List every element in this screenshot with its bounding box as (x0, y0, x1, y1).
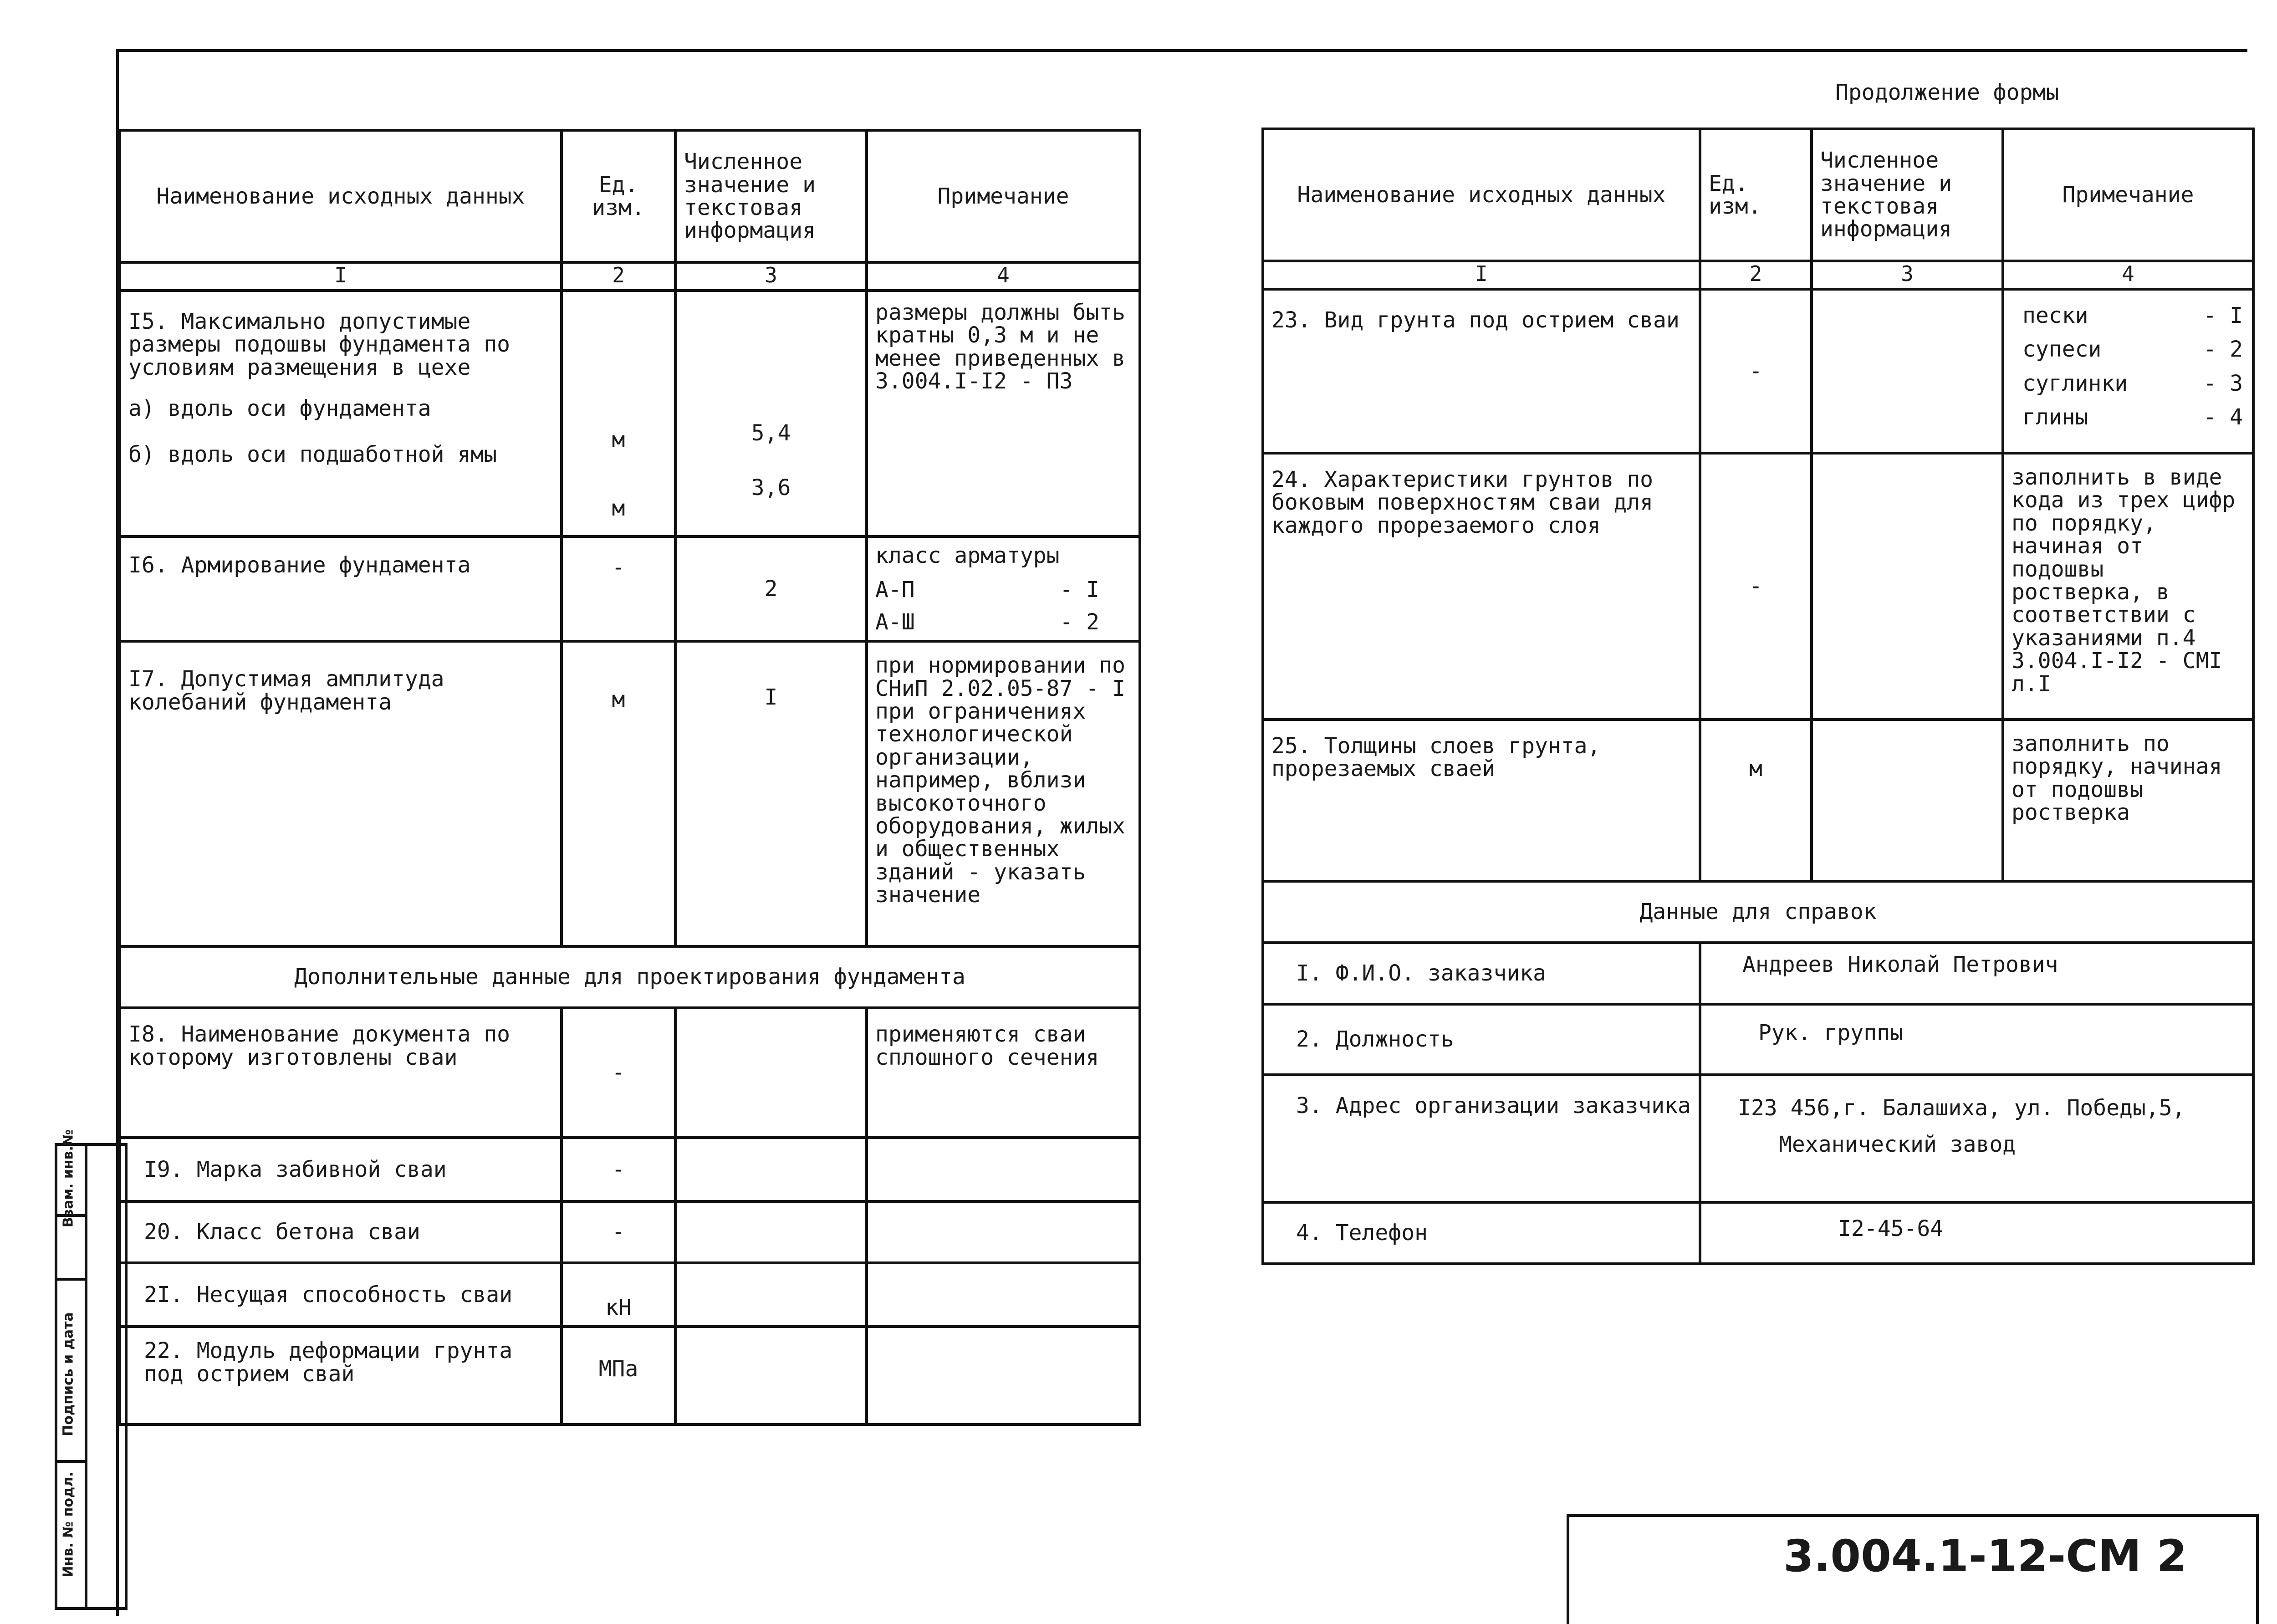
ref1-label: I. Ф.И.О. заказчика (1263, 943, 1700, 1004)
ref4-label: 4. Телефон (1263, 1202, 1700, 1264)
row18-note: применяются сваи сплошного сечения (867, 1008, 1140, 1138)
row24-value (1812, 453, 2003, 720)
row16-value: 2 (675, 536, 867, 641)
row21-unit: кН (562, 1263, 675, 1327)
colnum-2: 2 (1700, 261, 1812, 289)
row19-value (675, 1138, 867, 1201)
row15-value: 5,4 3,6 (675, 291, 867, 536)
colnum-1: I (1263, 261, 1700, 289)
ref4-value: I2-45-64 (1700, 1202, 2253, 1264)
row20-unit: - (562, 1201, 675, 1263)
row20-note (867, 1201, 1140, 1263)
row15b-label: б) вдоль оси подшаботной ямы (128, 441, 497, 467)
row17-value: I (675, 641, 867, 946)
row21-note (867, 1263, 1140, 1327)
header-name: Наименование исходных данных (1263, 129, 1700, 261)
row16-note: класс арматуры А-П - I А-Ш - 2 (867, 536, 1140, 641)
title-stamp (1567, 1514, 2259, 1624)
row15-unit: м м (562, 291, 675, 536)
header-note: Примечание (2003, 129, 2253, 261)
row23-note: пески - I супеси - 2 суглинки - 3 глины - 4 (2003, 289, 2253, 453)
row15a-label: а) вдоль оси фундамента (128, 396, 431, 422)
row16-unit: - (562, 536, 675, 641)
row19-name: I9. Марка забивной сваи (120, 1138, 562, 1201)
row18-name: I8. Наименование документа по которому изготовлены сваи (120, 1008, 562, 1138)
row22-note (867, 1327, 1140, 1425)
sidebar-label-vzam: Взам. инв.№ (60, 1129, 77, 1228)
colnum-3: 3 (675, 262, 867, 291)
header-unit: Ед. изм. (562, 130, 675, 262)
reference-title: Данные для справок (1263, 881, 2253, 943)
header-note: Примечание (867, 130, 1140, 262)
row22-unit: МПа (562, 1327, 675, 1425)
row19-note (867, 1138, 1140, 1201)
row18-value (675, 1008, 867, 1138)
header-unit: Ед. изм. (1700, 129, 1812, 261)
row16-name: I6. Армирование фундамента (120, 536, 562, 641)
header-value: Численное значение и текстовая информация (675, 130, 867, 262)
ref3-value: I23 456,г. Балашиха, ул. Победы,5, Механический завод (1700, 1075, 2253, 1202)
colnum-4: 4 (867, 262, 1140, 291)
right-table (1261, 128, 2255, 1265)
ref2-value: Рук. группы (1700, 1004, 2253, 1075)
ref2-label: 2. Должность (1263, 1004, 1700, 1075)
row25-name: 25. Толщины слоев грунта, прорезаемых сваей (1263, 720, 1700, 881)
row23-unit: - (1700, 289, 1812, 453)
row15-note: размеры должны быть кратны 0,3 м и не менее приведенных в 3.004.I-I2 - ПЗ (867, 291, 1140, 536)
drawing-code: 3.004.1-12-СМ 2 (1783, 1531, 2187, 1582)
row20-name: 20. Класс бетона сваи (120, 1201, 562, 1263)
row24-name: 24. Характеристики грунтов по боковым поверхностям сваи для каждого прорезаемого слоя (1263, 453, 1700, 720)
row25-unit: м (1700, 720, 1812, 881)
row22-value (675, 1327, 867, 1425)
row21-value (675, 1263, 867, 1327)
ref1-value: Андреев Николай Петрович (1700, 943, 2253, 1004)
row22-name: 22. Модуль деформации грунта под острием свай (120, 1327, 562, 1425)
colnum-3: 3 (1812, 261, 2003, 289)
section-additional-data: Дополнительные данные для проектирования фундамента (120, 946, 1140, 1008)
row25-note: заполнить по порядку, начиная от подошвы ростверка (2003, 720, 2253, 881)
header-value: Численное значение и текстовая информация (1812, 129, 2003, 261)
sidebar-label-inv: Инв. № подл. (60, 1471, 77, 1578)
ref3-label: 3. Адрес организации заказчика (1263, 1075, 1700, 1202)
row15-name: I5. Максимально допустимые размеры подошвы фундамента по условиям размещения в цехе а) вдоль оси фундамента б) вдоль оси подшаботной ямы (120, 291, 562, 536)
row18-unit: - (562, 1008, 675, 1138)
colnum-4: 4 (2003, 261, 2253, 289)
row24-unit: - (1700, 453, 1812, 720)
row23-value (1812, 289, 2003, 453)
header-name: Наименование исходных данных (120, 130, 562, 262)
row21-name: 2I. Несущая способность сваи (120, 1263, 562, 1327)
colnum-2: 2 (562, 262, 675, 291)
row25-value (1812, 720, 2003, 881)
row19-unit: - (562, 1138, 675, 1201)
row20-value (675, 1201, 867, 1263)
row24-note: заполнить в виде кода из трех цифр по порядку, начиная от подошвы ростверка, в соответствии с указаниями п.4 3.004.I-I2 - СМI л.I (2003, 453, 2253, 720)
sidebar-label-sign: Подпись и дата (60, 1312, 77, 1436)
left-table (118, 129, 1141, 1426)
row17-unit: м (562, 641, 675, 946)
row23-name: 23. Вид грунта под острием сваи (1263, 289, 1700, 453)
row17-note: при нормировании по СНиП 2.02.05-87 - I при ограничениях технологической организации, например, вблизи высокоточного оборудования, жилых и общественных зданий - указать значение (867, 641, 1140, 946)
row17-name: I7. Допустимая амплитуда колебаний фундамента (120, 641, 562, 946)
colnum-1: I (120, 262, 562, 291)
continuation-caption: Продолжение формы (1835, 80, 2059, 105)
